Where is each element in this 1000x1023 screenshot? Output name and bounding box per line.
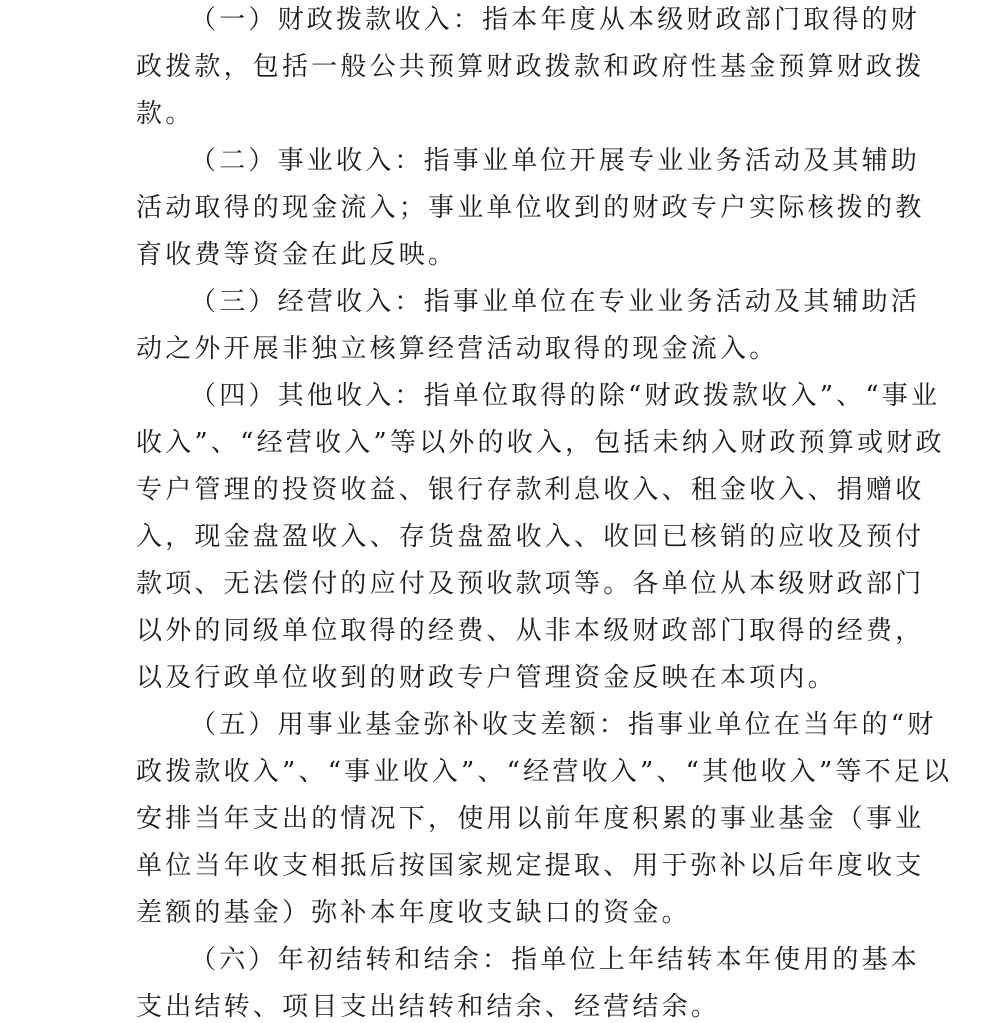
text-line: （五）用事业基金弥补收支差额：指事业单位在当年的“财 [190,710,937,740]
text-line: 款项、无法偿付的应付及预收款项等。各单位从本级财政部门 [136,569,925,599]
text-line: 支出结转、项目支出结转和结余、经营结余。 [136,992,721,1022]
text-line: 政拨款收入”、“事业收入”、“经营收入”、“其他收入”等不足以 [136,757,953,787]
text-line: 单位当年收支相抵后按国家规定提取、用于弥补以后年度收支 [136,851,925,881]
text-line: （三）经营收入：指事业单位在专业业务活动及其辅助活 [190,287,921,317]
text-line: 政拨款，包括一般公共预算财政拨款和政府性基金预算财政拨 [136,52,925,82]
text-line: （一）财政拨款收入：指本年度从本级财政部门取得的财 [190,5,921,35]
text-line: 育收费等资金在此反映。 [136,240,458,270]
text-line: 活动取得的现金流入；事业单位收到的财政专户实际核拨的教 [136,193,925,223]
text-line: 安排当年支出的情况下，使用以前年度积累的事业基金（事业 [136,804,925,834]
text-line: 入，现金盘盈收入、存货盘盈收入、收回已核销的应收及预付 [136,522,925,552]
text-line: 以外的同级单位取得的经费、从非本级财政部门取得的经费， [136,616,925,646]
text-line: 专户管理的投资收益、银行存款利息收入、租金收入、捐赠收 [136,475,925,505]
text-line: 以及行政单位收到的财政专户管理资金反映在本项内。 [136,663,837,693]
text-line: 款。 [136,99,195,129]
text-line: 动之外开展非独立核算经营活动取得的现金流入。 [136,334,779,364]
text-line: （四）其他收入：指单位取得的除“财政拨款收入”、“事业 [190,381,941,411]
text-line: （二）事业收入：指事业单位开展专业业务活动及其辅助 [190,146,921,176]
text-line: 收入”、“经营收入”等以外的收入，包括未纳入财政预算或财政 [136,428,945,458]
text-line: 差额的基金）弥补本年度收支缺口的资金。 [136,898,691,928]
text-line: （六）年初结转和结余：指单位上年结转本年使用的基本 [190,945,921,975]
